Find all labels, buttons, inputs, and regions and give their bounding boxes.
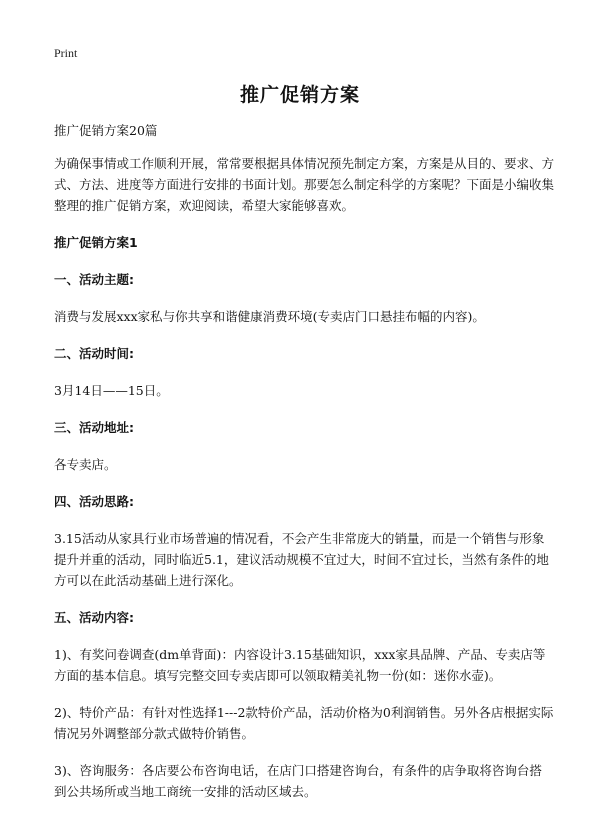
content-item-3: 3)、咨询服务：各店要公布咨询电话，在店门口搭建咨询台，有条件的店争取将咨询台搭到公共场所或当地工商统一安排的活动区域去。 <box>54 763 542 799</box>
place-text: 各专卖店。 <box>54 457 117 472</box>
content-heading: 五、活动内容: <box>54 610 134 625</box>
intro-paragraph: 为确保事情或工作顺利开展，常常要根据具体情况预先制定方案，方案是从目的、要求、方式、方法、进度等方面进行安排的书面计划。那要怎么制定科学的方案呢？下面是小编收集整理的推广促销方案，欢迎阅读，希望大家能够喜欢。 <box>54 156 555 213</box>
theme-heading: 一、活动主题: <box>54 272 134 287</box>
document-body <box>54 120 554 818</box>
time-text: 3月14日——15日。 <box>54 383 169 398</box>
page-title: 推广促销方案 <box>239 84 360 106</box>
doc-subtitle: 推广促销方案20篇 <box>54 123 158 138</box>
place-heading: 三、活动地址: <box>54 420 134 435</box>
idea-text: 3.15活动从家具行业市场普遍的情况看，不会产生非常庞大的销量，而是一个销售与形象提升并重的活动，同时临近5.1，建议活动规模不宜过大，时间不宜过长，当然有条件的地方可以在此活动基础上进行深化。 <box>54 531 549 588</box>
time-heading: 二、活动时间: <box>54 346 134 361</box>
content-item-1: 1)、有奖问卷调查(dm单背面)：内容设计3.15基础知识，xxx家具品牌、产品、专卖店等方面的基本信息。填写完整交回专卖店即可以领取精美礼物一份(如：迷你水壶)。 <box>54 647 546 683</box>
theme-text: 消费与发展xxx家私与你共享和谐健康消费环境(专卖店门口悬挂布幅的内容)。 <box>54 309 485 324</box>
idea-heading: 四、活动思路: <box>54 494 134 509</box>
content-item-2: 2)、特价产品：有针对性选择1---2款特价产品，活动价格为0利润销售。另外各店根据实际情况另外调整部分款式做特价销售。 <box>54 705 554 741</box>
section-title: 推广促销方案1 <box>54 235 138 250</box>
print-link[interactable]: Print <box>54 46 78 60</box>
